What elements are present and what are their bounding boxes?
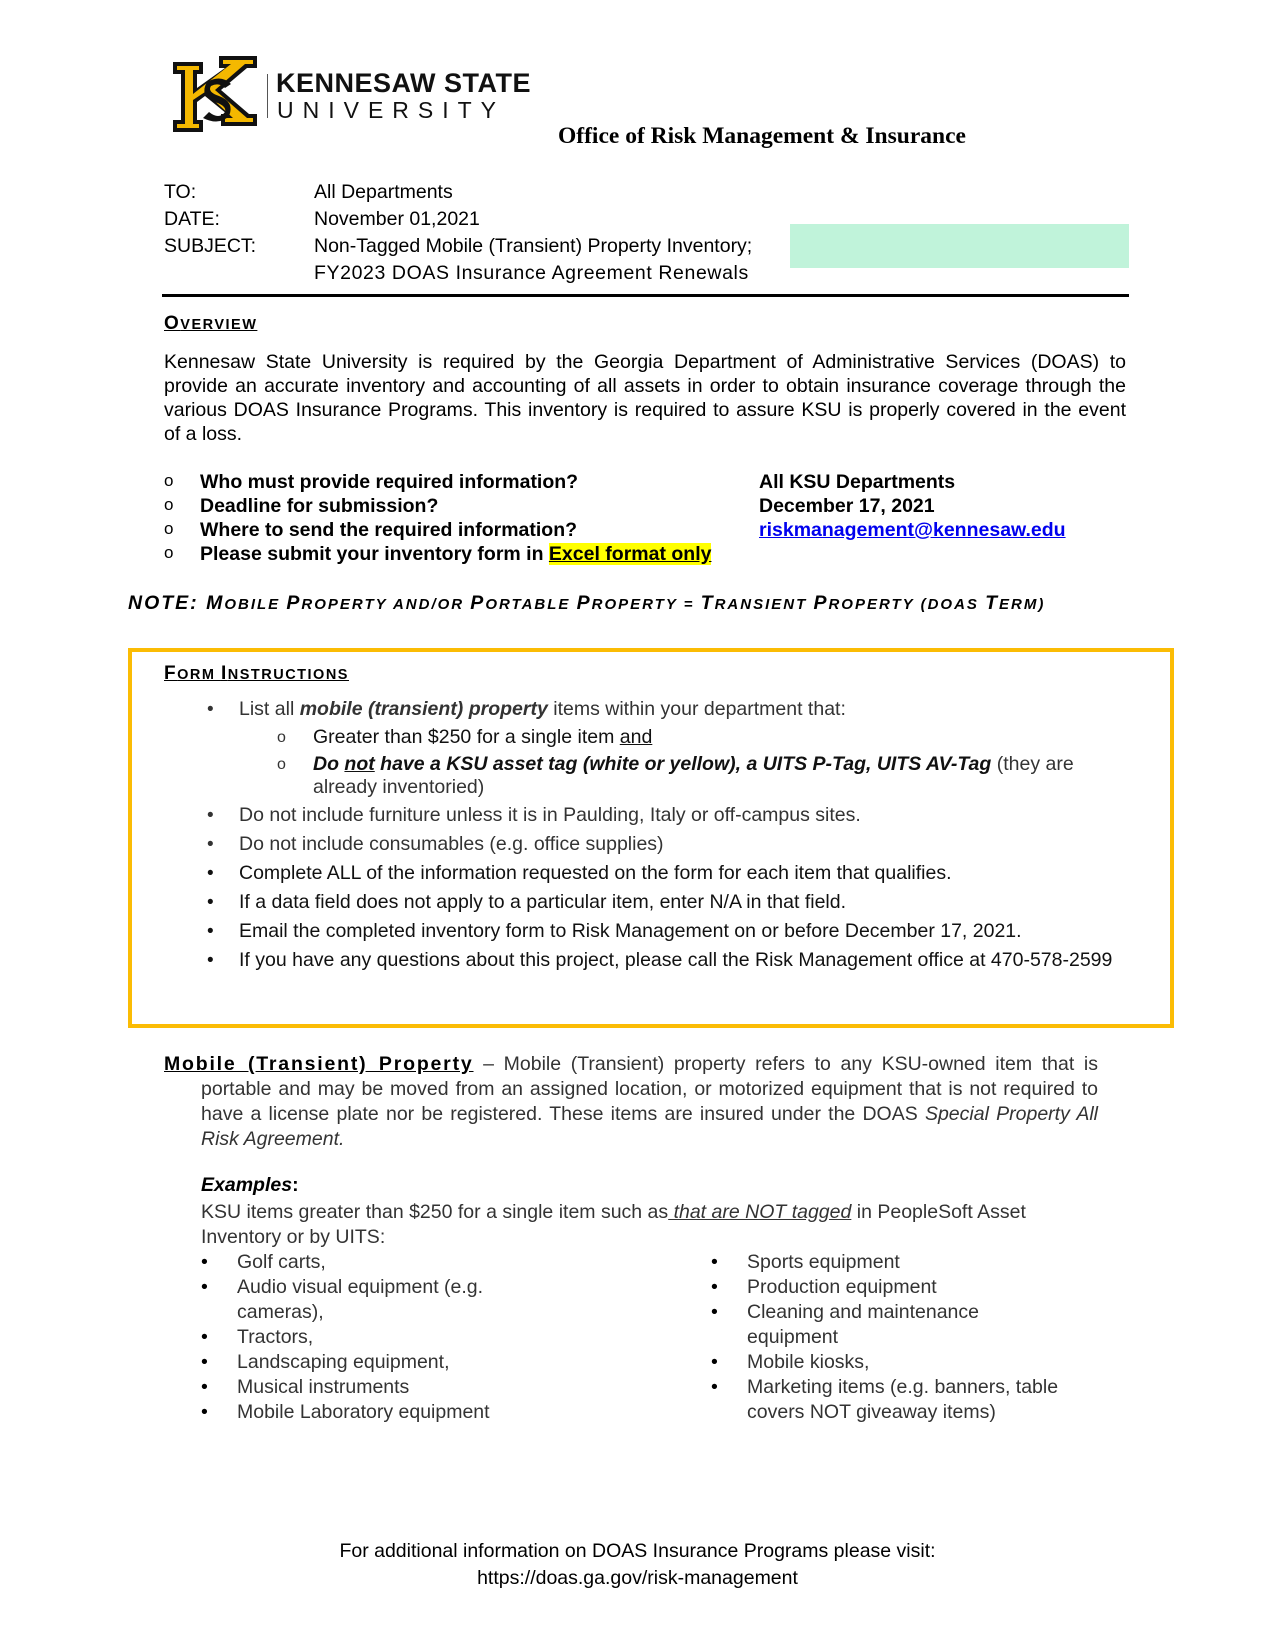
instruction-item: • If a data field does not apply to a particular item, enter N/A in that field. [207, 891, 847, 913]
mobile-property-paragraph: Mobile (Transient) Property – Mobile (Transient) property refers to any KSU-owned item that is portable and may be moved from an assigned location, or motorized equipment that is not required to have a license plate nor be registered. These items are insured under the DOAS Special Property All Risk Agreement. [164, 1053, 1098, 1150]
example-item: • Production equipment [711, 1276, 937, 1298]
note-line: NOTE: MOBILE PROPERTY AND/OR PORTABLE PROPERTY = TRANSIENT PROPERTY (DOAS TERM) [128, 592, 1046, 614]
example-item: • Landscaping equipment, [201, 1351, 450, 1373]
instruction-item: • Do not include furniture unless it is in Paulding, Italy or off-campus sites. [207, 804, 861, 826]
mobile-property-heading: Mobile (Transient) Property [164, 1053, 474, 1075]
example-item: • Tractors, [201, 1326, 314, 1348]
excel-format-highlight: Excel format only [548, 543, 712, 565]
memo-to-label: TO: [164, 181, 197, 203]
form-instructions-heading: FORM INSTRUCTIONS [164, 663, 349, 684]
question-who: Who must provide required information? [200, 471, 579, 493]
answer-who: All KSU Departments [759, 471, 956, 493]
example-item: • Musical instruments [201, 1376, 410, 1398]
instruction-item: • If you have any questions about this project, please call the Risk Management office at 470-578-2599 [207, 949, 1113, 971]
instruction-subitem: o Do not have a KSU asset tag (white or yellow), a UITS P-Tag, UITS AV-Tag (they are already inventoried) [277, 753, 1074, 798]
example-item: • Mobile Laboratory equipment [201, 1401, 490, 1423]
memo-to-value: All Departments [314, 181, 453, 203]
instruction-subitem: o Greater than $250 for a single item and [277, 726, 653, 748]
memo-date-label: DATE: [164, 208, 220, 230]
example-item: • Mobile kiosks, [711, 1351, 870, 1373]
logo-wordmark-bottom: UNIVERSITY [277, 97, 506, 123]
memo-subject-line2: FY2023 DOAS Insurance Agreement Renewals [314, 262, 749, 284]
question-deadline: Deadline for submission? [200, 495, 439, 517]
memo-highlight-box [790, 224, 1129, 268]
examples-intro: KSU items greater than $250 for a single item such as that are NOT tagged in PeopleSoft Asset Inventory or by UITS: [201, 1201, 1026, 1248]
memo-subject-line1: Non-Tagged Mobile (Transient) Property Inventory; [314, 235, 753, 257]
memo-date-value: November 01,2021 [314, 208, 480, 230]
example-item: • Sports equipment [711, 1251, 900, 1273]
logo-divider [267, 74, 268, 118]
answer-deadline: December 17, 2021 [759, 495, 935, 517]
overview-paragraph: Kennesaw State University is required by the Georgia Department of Administrative Services (DOAS) to provide an accurate inventory and accounting of all assets in order to obtain insurance coverage through the various DOAS Insurance Programs. This inventory is required to assure KSU is properly covered in the event of a loss. [164, 351, 1126, 445]
footer-text: For additional information on DOAS Insurance Programs please visit: [339, 1540, 936, 1562]
examples-heading: Examples: [201, 1174, 299, 1196]
example-item: • Marketing items (e.g. banners, table covers NOT giveaway items) [711, 1376, 1059, 1423]
instruction-item: • List all mobile (transient) property items within your department that: [207, 698, 846, 720]
ksu-logo [173, 54, 257, 140]
bullet: o [164, 519, 174, 538]
instruction-item: • Complete ALL of the information requested on the form for each item that qualifies. [207, 862, 952, 884]
office-title: Office of Risk Management & Insurance [558, 123, 966, 149]
example-item: • Cleaning and maintenance equipment [711, 1301, 980, 1348]
example-item: • Golf carts, [201, 1251, 326, 1273]
memo-divider [162, 294, 1129, 297]
instruction-item: • Do not include consumables (e.g. office supplies) [207, 833, 664, 855]
email-link[interactable]: riskmanagement@kennesaw.edu [759, 519, 1066, 541]
bullet: o [164, 495, 174, 514]
overview-heading: OVERVIEW [164, 313, 258, 334]
instruction-item: • Email the completed inventory form to Risk Management on or before December 17, 2021. [207, 920, 1022, 942]
example-item: • Audio visual equipment (e.g. cameras), [201, 1276, 484, 1323]
logo-wordmark-top: KENNESAW STATE [276, 68, 532, 98]
memo-subject-label: SUBJECT: [164, 235, 257, 257]
question-where: Where to send the required information? [200, 519, 578, 541]
footer-url[interactable]: https://doas.ga.gov/risk-management [477, 1567, 798, 1589]
question-format: Please submit your inventory form in Excel format only [200, 543, 712, 565]
bullet: o [164, 471, 174, 490]
bullet: o [164, 543, 174, 562]
